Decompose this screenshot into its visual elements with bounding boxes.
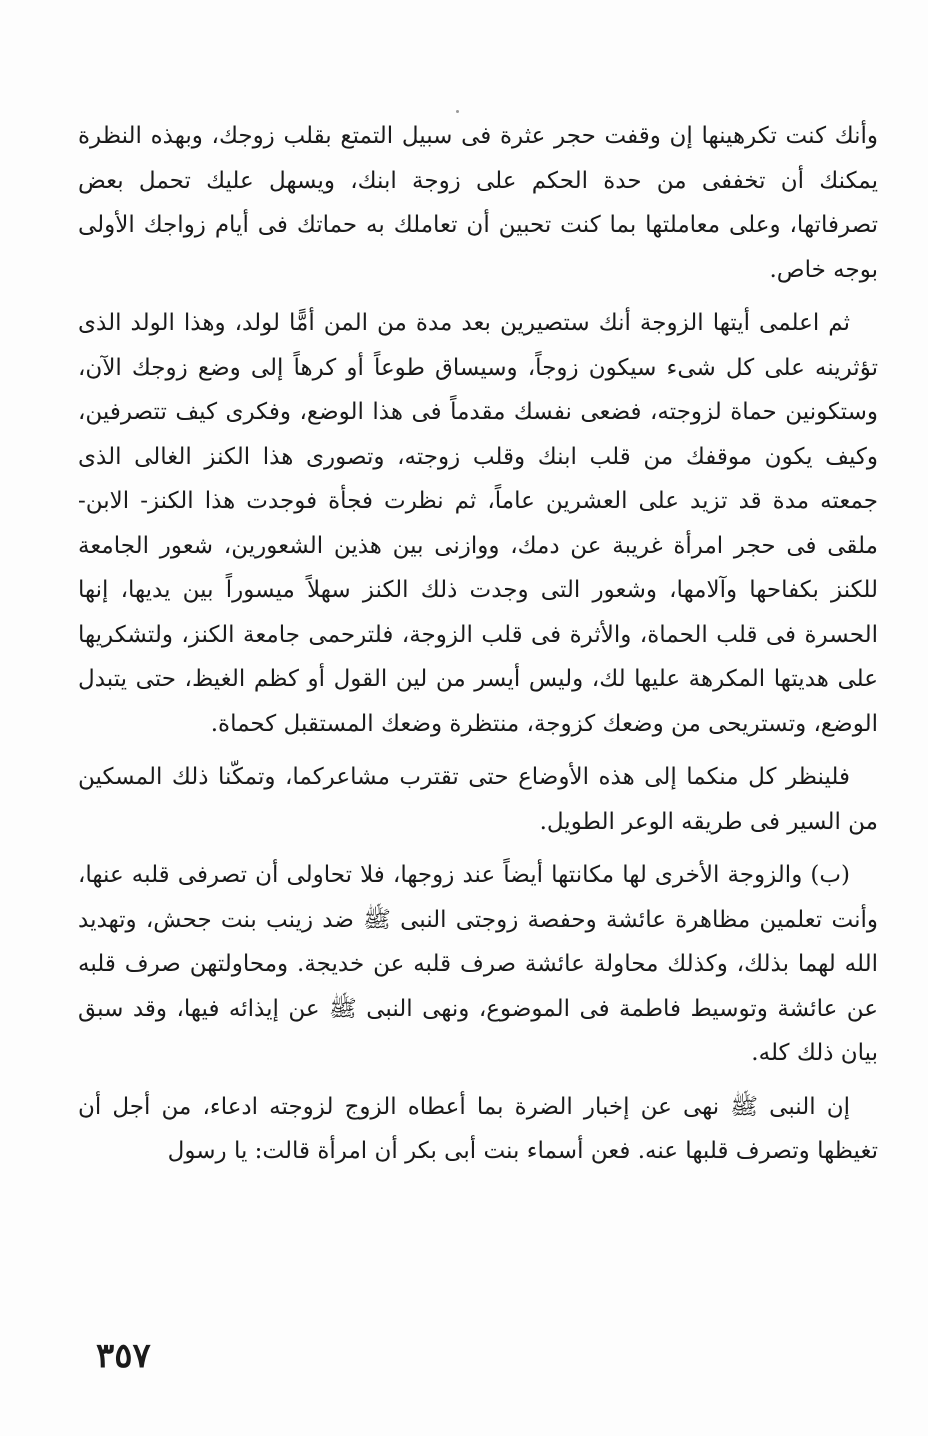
- paragraph-3: فلينظر كل منكما إلى هذه الأوضاع حتى تقترب مشاعركما، وتمكّنا ذلك المسكين من السير فى طريقه الوعر الطويل.: [78, 764, 878, 835]
- page-body-text: [78, 114, 878, 1183]
- paragraph-4: (ب) والزوجة الأخرى لها مكانتها أيضاً عند زوجها، فلا تحاولى أن تصرفى قلبه عنها، وأنت تعلمين مظاهرة عائشة وحفصة زوجتى النبى ﷺ ضد زينب بنت جحش، وتهديد الله لهما بذلك، وكذلك محاولة عائشة صرف قلبه عن خديجة. ومحاولتهن صرف قلبه عن عائشة وتوسيط فاطمة فى الموضوع، ونهى النبى ﷺ عن إيذائه فيها، وقد سبق بيان ذلك كله.: [78, 862, 878, 1066]
- paragraph-1: وأنك كنت تكرهينها إن وقفت حجر عثرة فى سبيل التمتع بقلب زوجك، وبهذه النظرة يمكنك أن تخففى من حدة الحكم على زوجة ابنك، ويسهل عليك تحمل بعض تصرفاتها، وعلى معاملتها بما كنت تحبين أن تعاملك به حماتك فى أيام زواجك الأولى بوجه خاص.: [78, 123, 878, 283]
- scan-speck: [456, 110, 459, 113]
- paragraph-2: ثم اعلمى أيتها الزوجة أنك ستصيرين بعد مدة من المن أمًّا لولد، وهذا الولد الذى تؤثرينه على كل شىء سيكون زوجاً، وسيساق طوعاً أو كرهاً إلى وضع زوجك الآن، وستكونين حماة لزوجته، فضعى نفسك مقدماً فى هذا الوضع، وفكرى كيف تتصرفين، وكيف يكون موقفك من قلب ابنك وقلب زوجته، وتصورى هذا الكنز الغالى الذى جمعته مدة قد تزيد على العشرين عاماً، ثم نظرت فجأة فوجدت هذا الكنز- الابن- ملقى فى حجر امرأة غريبة عن دمك، ووازنى بين هذين الشعورين، شعور الجامعة للكنز بكفاحها وآلامها، وشعور التى وجدت ذلك الكنز سهلاً ميسوراً بين يديها، إنها الحسرة فى قلب الحماة، والأثرة فى قلب الزوجة، فلترحمى جامعة الكنز، ولتشكريها على هديتها المكرهة عليها لك، وليس أيسر من لين القول أو كظم الغيظ، حتى يتبدل الوضع، وتستريحى من وضعك كزوجة، منتظرة وضعك المستقبل كحماة.: [78, 310, 878, 737]
- page-number: ٣٥٧: [96, 1336, 151, 1376]
- paragraph-5: إن النبى ﷺ نهى عن إخبار الضرة بما أعطاه الزوج لزوجته ادعاء، من أجل أن تغيظها وتصرف قلبها عنه. فعن أسماء بنت أبى بكر أن امرأة قالت: يا رسول: [78, 1093, 878, 1164]
